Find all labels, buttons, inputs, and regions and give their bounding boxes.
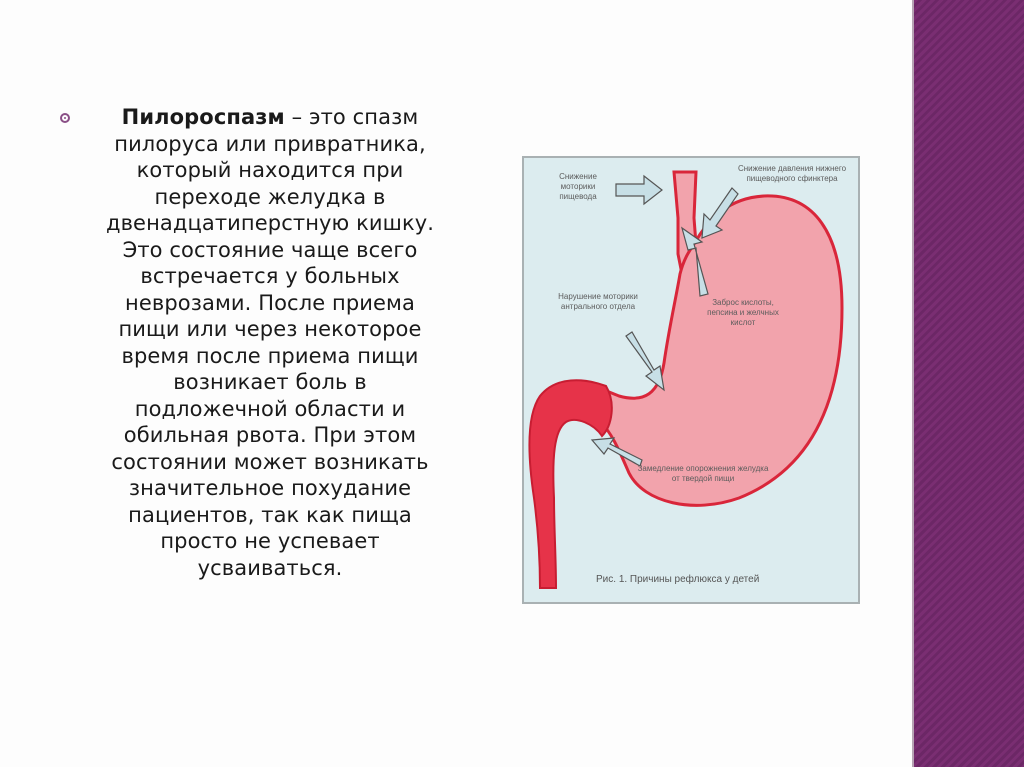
label-acid-reflux: Заброс кислоты, пепсина и желчных кислот xyxy=(707,298,779,327)
arrow-esophagus-motility xyxy=(616,176,662,204)
paragraph xyxy=(94,104,446,581)
stomach-illustration xyxy=(524,158,858,602)
label-esophagus-motility: Снижение моторики пищевода xyxy=(559,172,597,201)
term-bold: Пилороспазм xyxy=(121,105,285,129)
label-sphincter-pressure: Снижение давления нижнего пищеводного сфинктера xyxy=(737,164,847,183)
arrow-antral-motility xyxy=(626,332,664,390)
circle-bullet-icon xyxy=(60,113,70,123)
label-delayed-emptying: Замедление опорожнения желудка от твердой пищи xyxy=(637,464,769,483)
text-block xyxy=(60,104,446,581)
label-antral-motility: Нарушение моторики антрального отдела xyxy=(558,292,638,311)
stomach-figure xyxy=(522,156,860,604)
duodenum xyxy=(529,380,611,588)
paragraph-body: – это спазм пилоруса или привратника, который находится при переходе желудка в двенадцатиперстную кишку. Это состояние чаще всего встречается у больных неврозами. После приема пищи или через некоторое время после приема пищи возникает боль в подложечной области и обильная рвота. При этом состоянии может возникать значительное похудание пациентов, так как пища просто не успевает усваиваться. xyxy=(105,105,435,580)
figure-caption: Рис. 1. Причины рефлюкса у детей xyxy=(596,574,760,585)
decorative-right-band xyxy=(914,0,1024,767)
